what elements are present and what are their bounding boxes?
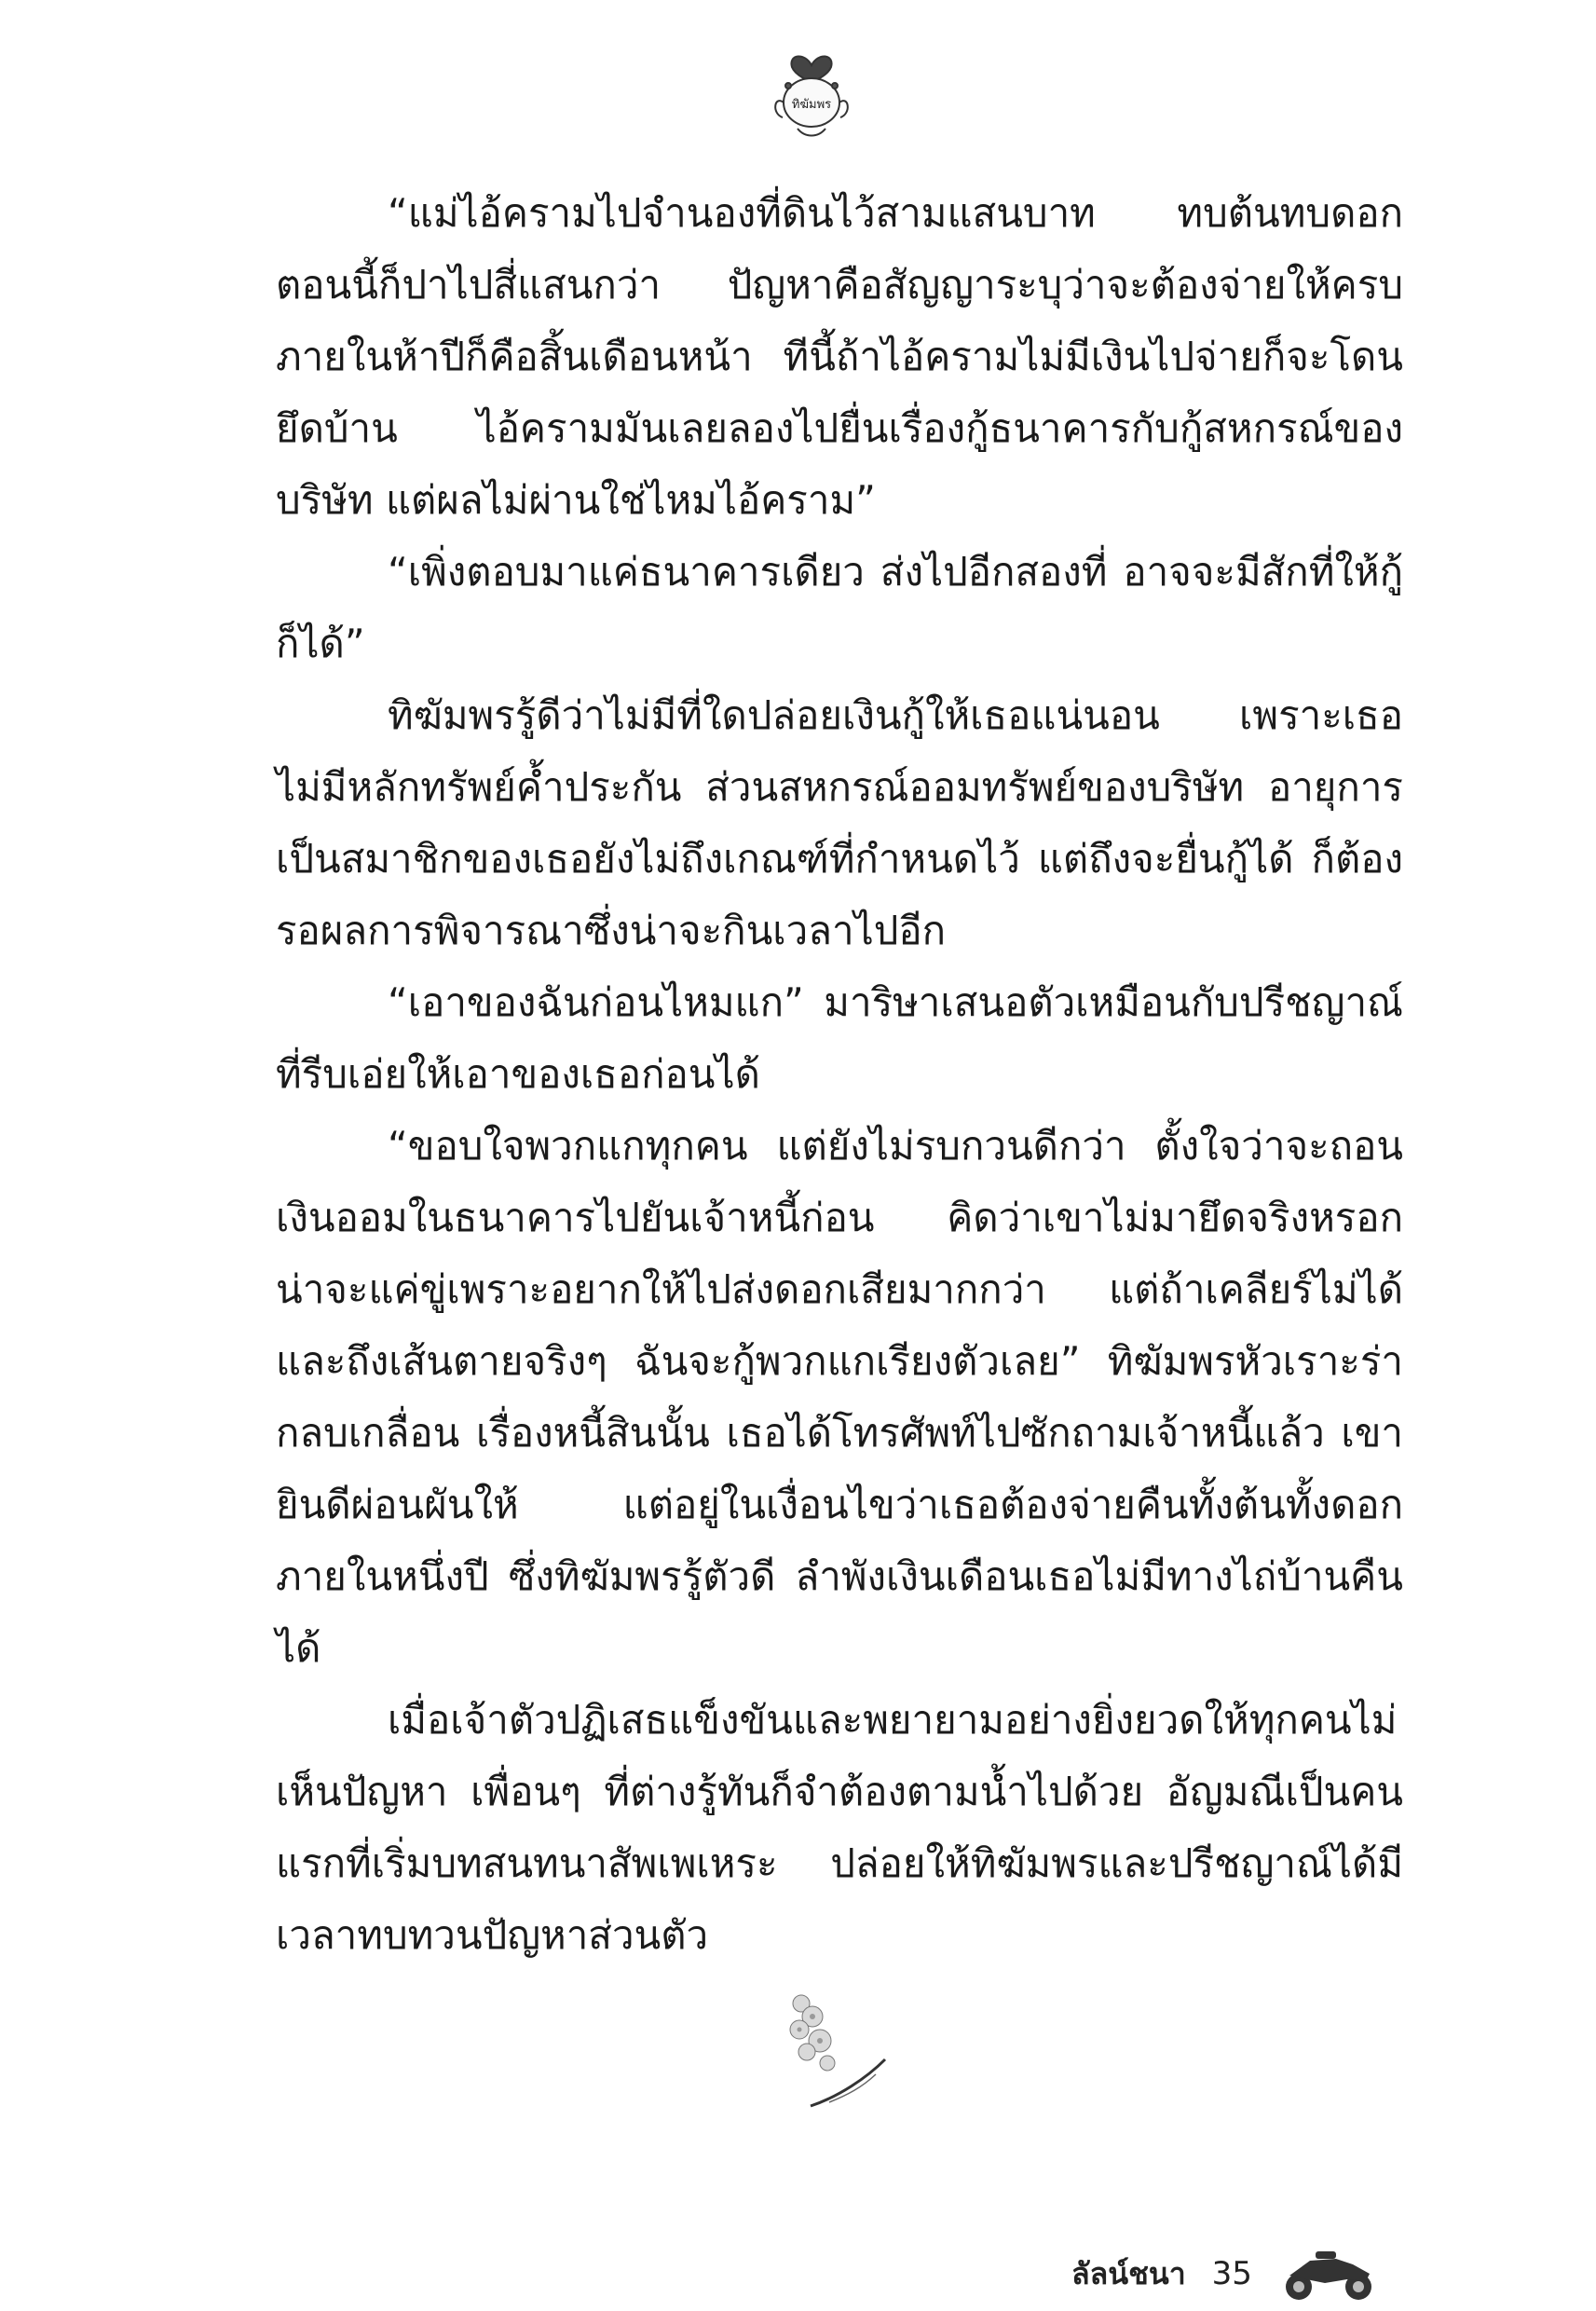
paragraph: “ขอบใจพวกแกทุกคน แต่ยังไม่รบกวนดีกว่า ตั้งใจว่าจะถอนเงินออมในธนาคารไปยันเจ้าหนี้ก่อน คิดว่าเขาไม่มายึดจริงหรอก น่าจะแค่ขู่เพราะอยากให้ไปส่งดอกเสียมากกว่า แต่ถ้าเคลียร์ไม่ได้และถึงเส้นตายจริงๆ ฉันจะกู้พวกแกเรียงตัวเลย” ทิฆัมพรหัวเราะร่ากลบเกลื่อน เรื่องหนี้สินนั้น เธอได้โทรศัพท์ไปซักถามเจ้าหนี้แล้ว เขายินดีผ่อนผันให้ แต่อยู่ในเงื่อนไขว่าเธอต้องจ่ายคืนทั้งต้นทั้งดอกภายในหนึ่งปี ซึ่งทิฆัมพรรู้ตัวดี ลำพังเงินเดือนเธอไม่มีทางไถ่บ้านคืนได้ — [276, 1123, 1403, 1671]
book-title: ลัลน์ชนา — [1071, 2255, 1186, 2291]
page-number: 35 — [1211, 2255, 1252, 2292]
paragraph: เมื่อเจ้าตัวปฏิเสธแข็งขันและพยายามอย่างยิ่งยวดให้ทุกคนไม่เห็นปัญหา เพื่อนๆ ที่ต่างรู้ทันก็จำต้องตามน้ำไปด้วย อัญมณีเป็นคนแรกที่เริ่มบทสนทนาสัพเพเหระ ปล่อยให้ทิฆัมพรและปรีชญาณ์ได้มีเวลาทบทวนปัญหาส่วนตัว — [276, 1697, 1403, 1958]
paragraph: ทิฆัมพรรู้ดีว่าไม่มีที่ใดปล่อยเงินกู้ให้เธอแน่นอน เพราะเธอไม่มีหลักทรัพย์ค้ำประกัน ส่วนสหกรณ์ออมทรัพย์ของบริษัท อายุการเป็นสมาชิกของเธอยังไม่ถึงเกณฑ์ที่กำหนดไว้ แต่ถึงจะยื่นกู้ได้ ก็ต้องรอผลการพิจารณาซึ่งน่าจะกินเวลาไปอีก — [276, 692, 1403, 953]
heart-ornament-icon — [770, 48, 853, 142]
logo-text: ทิฆัมพร — [791, 98, 832, 112]
page-footer — [1071, 2246, 1463, 2302]
paragraph: “เอาของฉันก่อนไหมแก” มาริษาเสนอตัวเหมือนกับปรีชญาณ์ที่รีบเอ่ยให้เอาของเธอก่อนได้ — [276, 979, 1403, 1097]
paragraph: “แม่ไอ้ครามไปจำนองที่ดินไว้สามแสนบาท ทบต้นทบดอกตอนนี้ก็ปาไปสี่แสนกว่า ปัญหาคือสัญญาระบุว่าจะต้องจ่ายให้ครบภายในห้าปีก็คือสิ้นเดือนหน้า ทีนี้ถ้าไอ้ครามไม่มีเงินไปจ่ายก็จะโดนยึดบ้าน ไอ้ครามมันเลยลองไปยื่นเรื่องกู้ธนาคารกับกู้สหกรณ์ของบริษัท แต่ผลไม่ผ่านใช่ไหมไอ้คราม” — [276, 190, 1403, 523]
orchid-flower-icon — [773, 1985, 904, 2115]
paragraph: “เพิ่งตอบมาแค่ธนาคารเดียว ส่งไปอีกสองที่ อาจจะมีสักที่ให้กู้ก็ได้” — [276, 549, 1403, 666]
body-text — [276, 177, 1403, 1971]
atv-quad-bike-icon — [1278, 2246, 1381, 2302]
